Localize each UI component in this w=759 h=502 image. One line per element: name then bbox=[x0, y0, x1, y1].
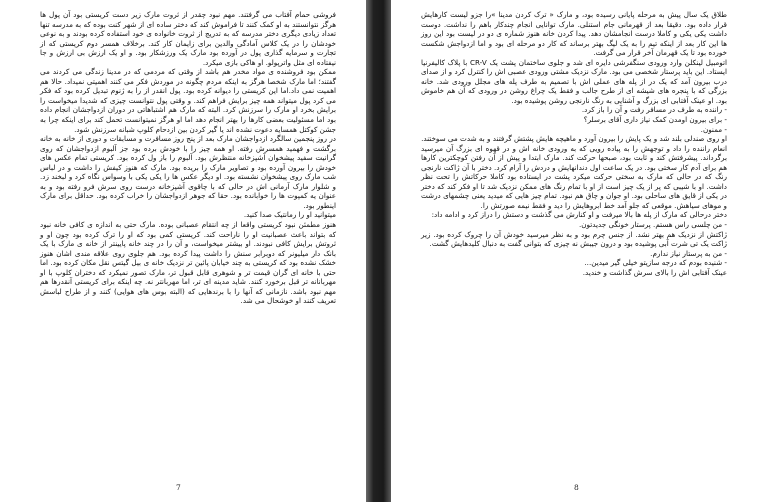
paragraph: انعام راننده را داد و توجهش را به پیاده رویی که به ورودی خانه اش و در قهوه ای بزرگ آن میرسید برگرداند. پیشرفتش کند و ثابت بود، صبحها حرکت کند. مارک ابتدا و پیش از آن رفتن کوچکترین کارها هم برای آدم کار سختی بود. در یک ساعت اول دندانهایش و دردش را آرام کرد. دختر با آن ژاکت نارنجی رنگ که در حالی که مارک به سختی حرکت میکرد پشت در ایستاده بود کاملا حرکاتش را تحت نظر داشت. او با شیبی که پر از یک چیز است از او با تمام رنگ های ممکن نزدیک شد تا او فکر کند که دختر در یکی از قایق های ساحلی بود. او جوان و چاق هم نبود. تمام چیز هایی که میدید یعنی چشمهای درشت و موهای سیاهش. موقعی که جلو آمد خط ابروهایش را دید و فقط نیمه صورتش را. bbox=[421, 143, 727, 210]
right-page-text bbox=[421, 10, 727, 277]
left-page bbox=[0, 0, 366, 502]
dialogue-line: - برای بیرون اومدن کمک نیاز داری آقای برسلر؟ bbox=[583, 115, 727, 125]
book-gutter bbox=[366, 0, 391, 502]
paragraph: او روی صندلی بلند شد و یک پایش را بیرون آورد و ماهیچه هایش پشتش گرفتند و به شدت می سوختند. bbox=[421, 134, 727, 144]
dialogue-line: - من چلسی راس هستم. پرستار خونگی جدیدتون. bbox=[578, 220, 727, 230]
paragraph: طلاق یک سال پیش به مرحله پایانی رسیده بود، و مارک « ترک کردن مدینا »را جزو لیست کارهایش قرار داده بود. دقیقا بعد از قهرمانی جام استنلی. مارک توانایی انجام چندکار باهم را نداشت. دوست داشت یکی یکی و کاملا درست انجامشان دهد. پیدا کردن خانه هنوز شماره ی دو در لیست بود این روز ها این کار بعد از اینکه تیم را به یک لیگ بهتر برساند که کار دو مرحله ای بود و اما ازدواجش شکست خورده بود تا یک قهرمان آخر قرار می گرفت. bbox=[421, 10, 727, 58]
paragraph: اتومبیل لینکلن وارد ورودی سنگفرشی دایره ای شد و جلوی ساختمان پشت یک CR-V با پلاک کالیفرنیا ایستاد. این باید پرستار شخصی می بود. مارک نزدیک مشتی ورودی عصبی اش را کنترل کرد و از صدای درب بیرون آمد که یک در از پله های عملی اش با تصمیم به طرف پله های مجلل ورودی شد. خانه بزرگی که با پنجره های شیشه ای از طرح جالب و فقط یک چراغ روشن در ورودی که آن هم خاموش بود. او عینک آفتابی ای بزرگ و آشنایی به رنگ نارنجی روشن پوشیده بود. bbox=[421, 57, 727, 105]
page-number: 8 bbox=[574, 483, 579, 492]
paragraph: دختر درحالی که مارک از پله ها بالا میرفت و او کنارش می گذشت و دستش را دراز کرد و ادامه داد: bbox=[431, 210, 727, 220]
paragraph: در روز پنجمین سالگرد ازدواجشان مارک بعد از پنج روز مسافرت و مسابقات و دوری از خانه به خانه برگشت و فهمید همسرش رفته. او همه چیز را با خودش برده بود جز آلبوم ازدواجشان که روی گرانیت سفید پیشخوان آشپزخانه منتظرش بود. آلبوم را باز ول کرده بود. کریستی تمام عکس های خودش را بیرون آورده بود و تصاویر مارک را بریده بود. مارک که هنوز کیفش را داشت و در لباس شب مارک روی پیشخوان نشسته بود. او دیگر عکس ها را یکی یکی با وسواس نگاه کرد و لبخند زد. و شلوار مارک آرمانی اش در حالی که با چاقوی آشپزخانه درست روی سرش فرو رفته بود و به عنوان یه کمپوت ها را خوابانده بود. حقا که جوهر ازدواجشان را خراب کرده بود. حداقل برای مارک اینطور بود. bbox=[40, 134, 336, 210]
paragraph: فروشی حمام آفتاب می گرفتند. مهم نبود چقدر از ثروت مارک زیر دست کریستی بود آن پول ها هرگز نتوانستند به او کمک کنند تا فراموش کند که دختر ساده ای از شهر کنت بوده که به مدرسه تنها تعداد زیادی دیگری دختر مدرسه که به تدریج از ثروت خانواده ی خود استفاده کرده بودند و به نوعی خودشان را در یک کلاس آمادگی والدین برای زایمان کار کند. برخلاف همسر دوم کریستی که از تجارت و سرمایه گذاری پول در آورده بود مارک یک ورزشکار بود. و او یک ارزش بی ارزش و جا نیفتاده ای مثل واترپولو. او هاکی بازی میکرد. bbox=[40, 10, 336, 67]
right-page bbox=[391, 0, 759, 502]
dialogue-line: - ممنون. bbox=[700, 124, 727, 134]
dialogue-line: عینک آفتابی اش را بالای سرش گذاشت و خندید. bbox=[582, 267, 727, 277]
paragraph: ژاکتش از نزدیک هم بهتر نشد. از جنس چرم بود و به نظر میرسید خودش آن را چروک کرده بود. زیر ژاکت یک تی شرت آبی پوشیده بود و درون جیبش نه چیزی که بتوانی گفت به دنبال کلیدهایش گشت. bbox=[421, 229, 727, 249]
paragraph: میتوانید او را رمانتیک صدا کنید. bbox=[243, 210, 336, 220]
dialogue-line: - شنیده بودم که درجه سازیتو خیلی گیر میدین... bbox=[584, 258, 727, 268]
paragraph: ممکن بود فروشنده ی مواد مخدر هم باشد از وقتی که مردمی که در مدینا زندگی می کردند می گفتند؛ اما مارک شخصا هرگز به اینکه مردم چگونه در موردش فکر می کنند اهمیتی نمیداد. حالا هم اهمیت نمی داد.اما این کریستی را دیوانه کرده بود. پول انقدر از را به ژنوم تبدیل کرده بود که فکر می کرد پول میتواند همه چیز برایش فراهم کند. و وقتی پول نتوانست چیزی که شدیدا میخواست را برایش بخرد او مارک را سرزنش کرد. البته که مارک هم اشتباهاتی در دوران ازدواجشان انجام داده بود اما مسئولیت بعضی کارها را بهتر انجام دهد اما او هرگز نمیتوانست تحمل کند برای اینکه چرا به جشن کوکتل همسایه دعوت نشده اند یا گیر کردن بین ازدحام کلوپ شبانه سرزنش شود. bbox=[40, 67, 336, 134]
dialogue-line: - من به پرستار نیاز ندارم. bbox=[650, 248, 727, 258]
left-page-text bbox=[40, 10, 336, 306]
page-number: 7 bbox=[176, 483, 181, 492]
paragraph: هنوز مطمئن نبود کریستی واقعا از چه انتقام عصبانی بوده. مارک حتی به اندازه ی کافی خانه نبود که بتواند باعث عصبانیت او را ناراحت کند. کریستی کمی بود که او را ترک کرده بود چون او و ثروتش برایش کافی نبودند. او بیشتر میخواست، و آن را در چند خانه پایینتر از خانه ی مارک با یک بانک دار میلیونر که دوبرابر سنش را داشت پیدا کرده بود. هم جلوی روی علاقه مندی اشان هنوز خشک نشده بود که کریستی به چند خیابان پائین تر نزدیک خانه ی بیل گیتس نقل مکان کرده بود. اما حتی با خانه ای گران قیمت تر و شوهری قابل قبول تر، مارک تصور نمیکرد که دختران کلوپ با او مهربانانه تر قبل برخورد کنند. شاید مدینه ای تر، اما مهربانتر نه. چه اینکه برای کریستی آنقدرها هم مهم نبود باشد. نازمانی که آنها را با برندهایی که (البته بوس های هوایی) کنند و از طراح لباسش تعریف کنند او خوشحال می شد. bbox=[40, 220, 336, 306]
dialogue-line: - راننده به طرف در مسافر رفت و آن را باز کرد. bbox=[581, 105, 727, 115]
